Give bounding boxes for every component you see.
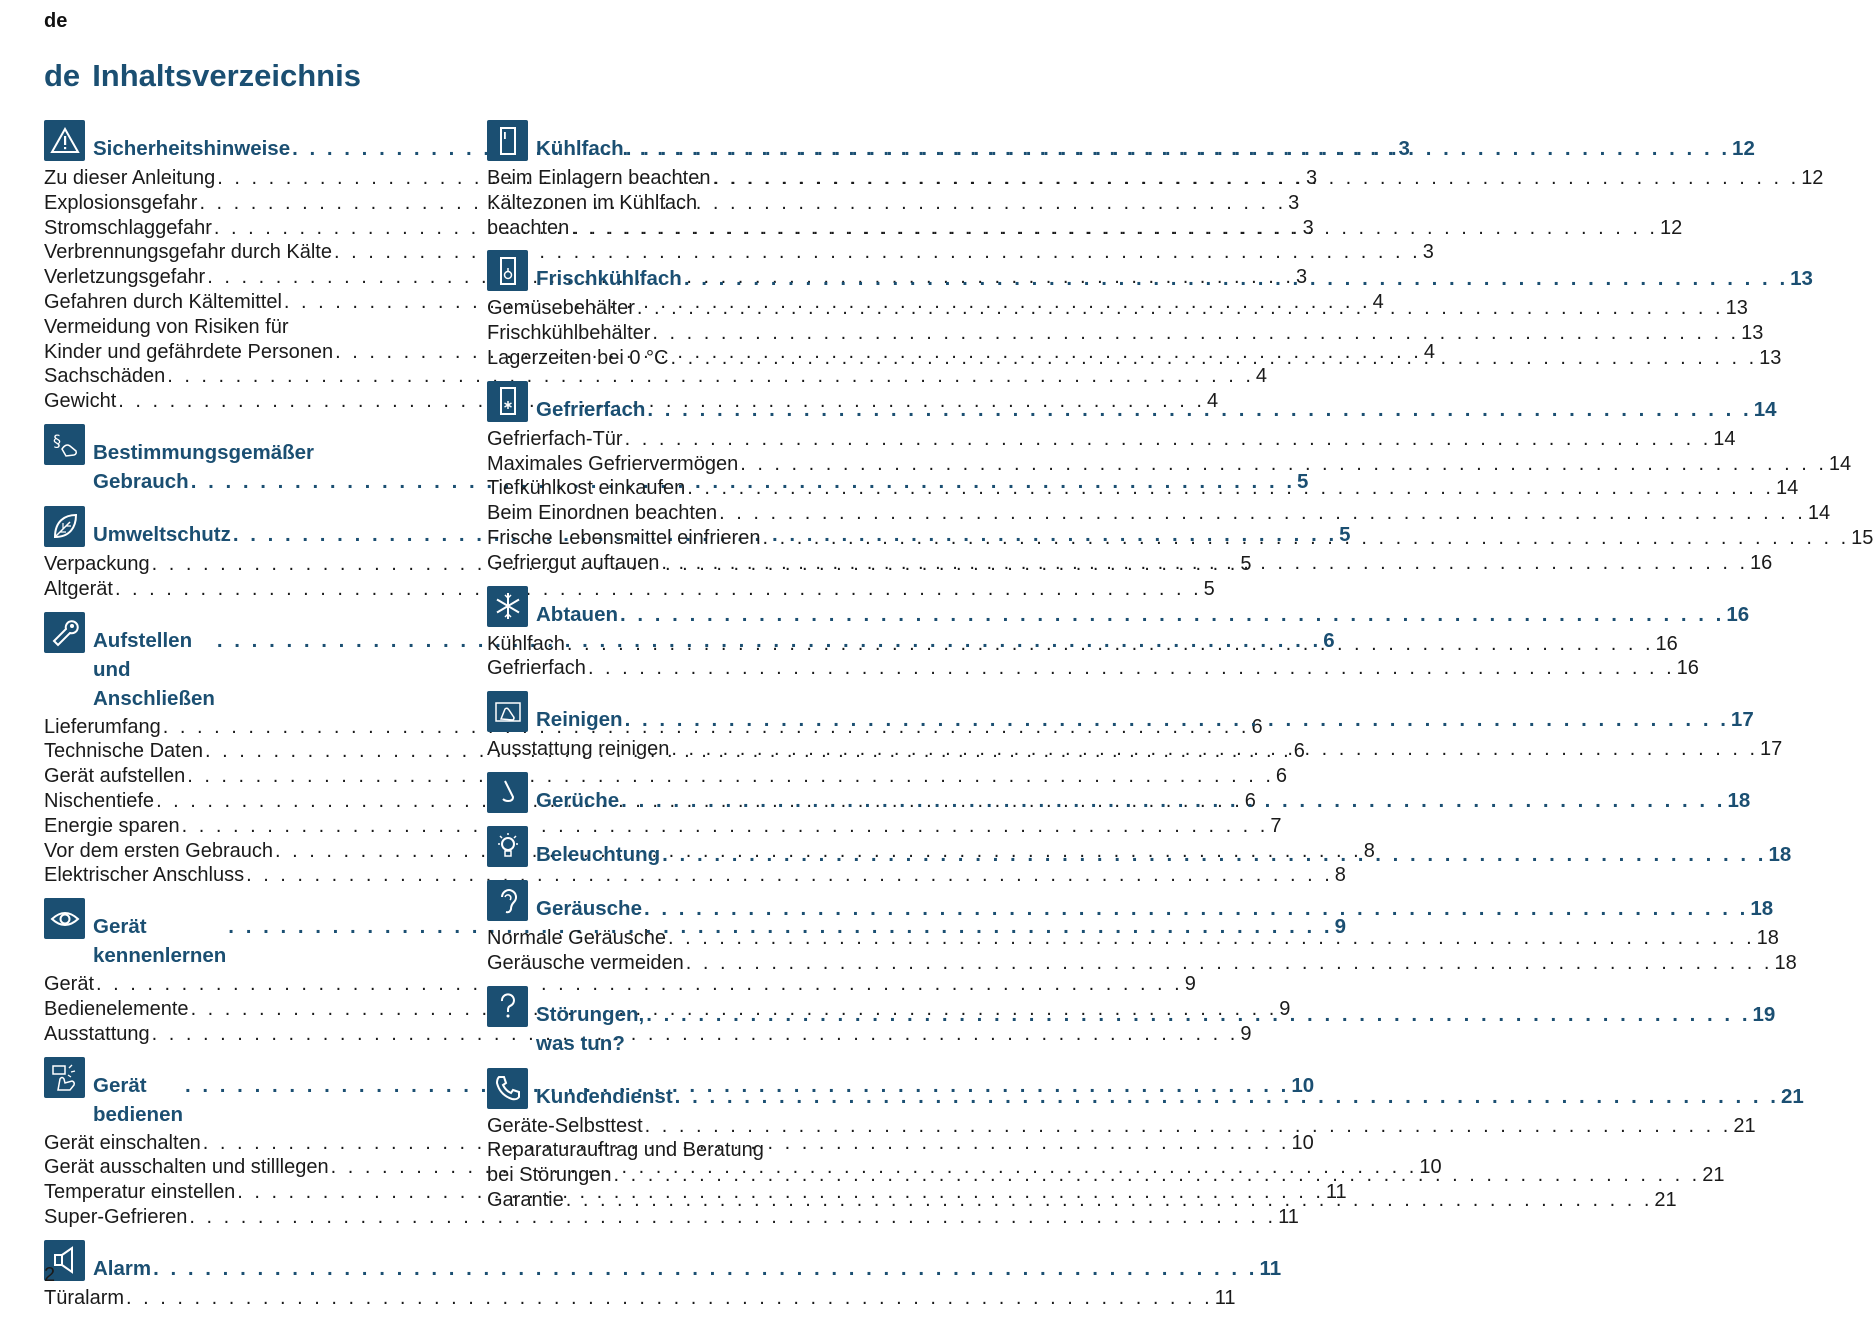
- section-page-number: 18: [1768, 842, 1792, 866]
- section-title[interactable]: [536, 880, 1773, 923]
- entry-page-number: 3: [1295, 266, 1308, 289]
- entry-label: Verbrennungsgefahr durch Kälte: [44, 241, 332, 264]
- section-title-text: Gerüche: [536, 788, 620, 812]
- dot-leader: [645, 1114, 1732, 1139]
- entry-label: Nischentiefe: [44, 789, 155, 812]
- dot-leader: [646, 1000, 1750, 1029]
- title-language: de: [44, 58, 81, 93]
- entry-label: Kühlfach: [487, 632, 565, 655]
- dot-leader: [740, 452, 1827, 477]
- entry-page-number: 16: [1750, 551, 1773, 574]
- toc-entry[interactable]: [44, 364, 1268, 389]
- entry-page-number: 12: [1660, 216, 1683, 239]
- entry-label: Gefrierfach-Tür: [487, 427, 623, 450]
- entry-label: Frischkühlbehälter: [487, 322, 651, 345]
- entry-page-number: 12: [1801, 167, 1824, 189]
- toc-entry[interactable]: [487, 216, 1683, 241]
- entry-label: Geräusche vermeiden: [487, 951, 684, 974]
- toc-entry[interactable]: [487, 296, 1748, 321]
- entry-page-number: 13: [1741, 322, 1764, 345]
- dot-leader: [644, 894, 1748, 923]
- entry-page-number: 5: [1203, 577, 1215, 600]
- entry-label: Frische Lebensmittel einfrieren: [487, 526, 761, 549]
- section-title-text: Bestimmungsgemäßer: [93, 440, 315, 464]
- section-title-line: [536, 894, 1773, 923]
- entry-label: Gewicht: [44, 390, 117, 413]
- section-title[interactable]: [536, 1068, 1804, 1111]
- entry-list: [487, 296, 1782, 370]
- entry-label: Stromschlaggefahr: [44, 216, 212, 239]
- section-title-text: Aufstellen und Anschließen: [93, 628, 215, 710]
- section-title-text: Sicherheitshinweise: [93, 137, 291, 160]
- entry-label: Geräte-Selbsttest: [487, 1114, 643, 1137]
- toc-entry[interactable]: [44, 1286, 1236, 1311]
- entry-page-number: 13: [1725, 297, 1748, 320]
- dot-leader: [652, 321, 1739, 346]
- toc-section[interactable]: [487, 826, 1792, 870]
- toc-entry[interactable]: [487, 476, 1799, 501]
- toc-entry[interactable]: [487, 166, 1824, 191]
- entry-label: Explosionsgefahr: [44, 191, 198, 214]
- hand-control-icon: [44, 1057, 85, 1098]
- toc-entry[interactable]: [44, 972, 1196, 997]
- dot-leader: [620, 600, 1724, 629]
- entry-label: Garantie: [487, 1188, 564, 1211]
- section-page-number: 10: [1291, 1073, 1315, 1097]
- dot-leader: [126, 1286, 1213, 1311]
- entry-label: Tiefkühlkost einkaufen: [487, 477, 686, 500]
- section-title[interactable]: [536, 691, 1754, 734]
- section-title-text: Gebrauch: [93, 469, 189, 493]
- entry-label: Gefrierfach: [487, 657, 586, 680]
- entry-list: [44, 1286, 1236, 1311]
- entry-page-number: 4: [1255, 365, 1268, 388]
- section-title-text: Abtauen: [536, 602, 618, 626]
- entry-page-number: 4: [1372, 290, 1384, 313]
- toc-section[interactable]: [487, 986, 1776, 1058]
- toc-entry[interactable]: [487, 551, 1773, 576]
- section-page-number: 5: [1339, 522, 1351, 546]
- section-page-number: 18: [1750, 896, 1774, 920]
- toc-section[interactable]: [487, 381, 1873, 576]
- fresh-drawer-icon: [487, 250, 528, 291]
- toc-entry[interactable]: [44, 1205, 1299, 1230]
- dot-leader: [626, 134, 1730, 163]
- toc-entry[interactable]: [44, 240, 1434, 265]
- entry-label: Ausstattung: [44, 1022, 150, 1045]
- section-page-number: 16: [1726, 602, 1750, 626]
- section-title[interactable]: [93, 1240, 1281, 1283]
- entry-list: [487, 926, 1797, 976]
- section-heading[interactable]: [487, 772, 1751, 816]
- toc-entry[interactable]: [487, 427, 1736, 452]
- toc-entry[interactable]: [487, 321, 1764, 346]
- section-page-number: 21: [1781, 1084, 1804, 1108]
- dot-leader: [686, 951, 1773, 976]
- dot-leader: [588, 656, 1675, 681]
- dot-leader: [719, 501, 1806, 526]
- entry-label: Elektrischer Anschluss: [44, 864, 245, 887]
- toc-entry[interactable]: [487, 501, 1831, 526]
- entry-label: Lagerzeiten bei 0 °C: [487, 346, 669, 369]
- entry-label: Energie sparen: [44, 814, 180, 837]
- section-title-line: [536, 264, 1813, 293]
- entry-label: Bedienelemente: [44, 997, 189, 1020]
- section-heading[interactable]: [487, 986, 1776, 1058]
- section-page-number: 19: [1752, 1002, 1776, 1026]
- dot-leader: [712, 166, 1799, 191]
- entry-page-number: 9: [1184, 973, 1196, 996]
- entry-page-number: 21: [1702, 1164, 1725, 1187]
- entry-label: Verletzungsgefahr: [44, 266, 206, 289]
- toc-entry[interactable]: [487, 737, 1783, 762]
- ear-icon: [487, 880, 528, 921]
- toc-entry[interactable]: [487, 452, 1852, 477]
- section-title[interactable]: [536, 250, 1813, 293]
- section-page-number: 12: [1732, 137, 1755, 160]
- dot-leader: [614, 1163, 1701, 1188]
- entry-page-number: 18: [1774, 951, 1797, 974]
- toc-entry[interactable]: [487, 632, 1678, 657]
- dot-leader: [621, 786, 1725, 815]
- section-title-text: Kühlfach: [536, 137, 624, 160]
- entry-page-number: 13: [1759, 346, 1782, 369]
- entry-page-number: 11: [1214, 1286, 1236, 1309]
- entry-label: Vor dem ersten Gebrauch: [44, 839, 274, 862]
- toc-entry[interactable]: [44, 997, 1291, 1022]
- section-title-text: Reinigen: [536, 708, 623, 732]
- fridge-icon: [487, 120, 528, 161]
- section-title-line: [536, 1082, 1804, 1111]
- section-title-line: [93, 1254, 1281, 1283]
- phone-icon: [487, 1068, 528, 1109]
- section-title-text: Gefrierfach: [536, 397, 646, 421]
- dot-leader: [566, 1188, 1653, 1213]
- dot-leader: [571, 216, 1658, 241]
- entry-label: Kinder und gefährdete Personen: [44, 340, 334, 363]
- section-title-text: Gerät kennenlernen: [93, 915, 227, 968]
- entry-label: Altgerät: [44, 577, 113, 600]
- section-heading[interactable]: [487, 381, 1777, 425]
- toc-section[interactable]: [44, 1240, 1282, 1311]
- toc-section[interactable]: [487, 880, 1797, 976]
- toc-entry[interactable]: [487, 926, 1779, 951]
- entry-page-number: 17: [1760, 738, 1783, 761]
- section-page-number: 11: [1259, 1256, 1282, 1280]
- nose-icon: [487, 772, 528, 813]
- dot-leader: [671, 737, 1758, 762]
- section-title-text: Beleuchtung: [536, 842, 661, 866]
- toc-entry[interactable]: [487, 1138, 891, 1163]
- entry-page-number: 14: [1775, 477, 1799, 500]
- entry-page-number: 21: [1733, 1114, 1756, 1137]
- toc-section[interactable]: [487, 250, 1813, 370]
- section-heading[interactable]: [487, 586, 1750, 630]
- entry-label: Vermeidung von Risiken für: [44, 315, 289, 338]
- section-heading[interactable]: [487, 880, 1774, 924]
- toc-section[interactable]: [487, 772, 1751, 816]
- toc-entry[interactable]: [487, 951, 1797, 976]
- entry-label: Normale Geräusche: [487, 926, 666, 949]
- toc-entry[interactable]: [487, 526, 1873, 551]
- section-title-line: [536, 840, 1791, 869]
- section-title-line: [536, 786, 1750, 815]
- question-icon: [487, 986, 528, 1027]
- page-title: [44, 58, 361, 94]
- dot-leader: [762, 526, 1849, 551]
- entry-page-number: 6: [1275, 765, 1288, 788]
- entry-page-number: 14: [1713, 427, 1736, 450]
- entry-page-number: 11: [1325, 1181, 1347, 1204]
- entry-page-number: 16: [1676, 657, 1699, 680]
- toc-entry[interactable]: [487, 1114, 1756, 1139]
- section-title[interactable]: [536, 120, 1755, 163]
- entry-page-number: 3: [1302, 216, 1314, 239]
- dot-leader: [661, 551, 1748, 576]
- svg-text:§: §: [52, 431, 61, 451]
- entry-label: Reparaturauftrag und Beratung: [487, 1139, 764, 1162]
- entry-label: Gemüsebehälter: [487, 297, 635, 320]
- entry-list: [487, 166, 1824, 240]
- page-number: 2: [44, 1264, 56, 1286]
- section-heading[interactable]: [487, 826, 1792, 870]
- toc-entry[interactable]: [44, 315, 448, 340]
- entry-label: Beim Einlagern beachten: [487, 167, 711, 189]
- section-title[interactable]: [536, 986, 1775, 1058]
- section-page-number: 13: [1790, 267, 1813, 291]
- section-title-line: [536, 705, 1754, 734]
- entry-label: Verpackung: [44, 552, 150, 575]
- dot-leader: [662, 840, 1766, 869]
- lightbulb-icon: [487, 826, 528, 867]
- entry-list: [487, 632, 1699, 682]
- toc-section[interactable]: [487, 120, 1824, 240]
- dot-leader: [684, 264, 1788, 293]
- entry-label: Gerät aufstellen: [44, 765, 186, 788]
- entry-label: Gerät einschalten: [44, 1131, 201, 1154]
- entry-label: Gerät: [44, 973, 95, 996]
- section-page-number: 17: [1730, 708, 1754, 732]
- entry-page-number: 14: [1807, 502, 1831, 525]
- dot-leader: [647, 395, 1751, 424]
- entry-label: Zu dieser Anleitung: [44, 167, 216, 189]
- entry-page-number: 4: [1423, 340, 1435, 363]
- entry-page-number: 6: [1251, 715, 1263, 738]
- section-heading[interactable]: [487, 250, 1813, 294]
- section-title-line: [536, 1000, 1775, 1058]
- entry-page-number: 18: [1756, 926, 1779, 949]
- entry-label: Kältezonen im Kühlfach: [487, 191, 698, 214]
- entry-label: Gerät ausschalten und stilllegen: [44, 1156, 329, 1179]
- dot-leader: [637, 296, 1724, 321]
- section-title-text: Kundendienst: [536, 1084, 673, 1108]
- section-title-text: Frischkühlfach: [536, 267, 682, 291]
- freezer-icon: [487, 381, 528, 422]
- entry-list: [487, 737, 1783, 762]
- dot-leader: [153, 1254, 1257, 1283]
- toc-entry[interactable]: [44, 814, 1282, 839]
- section-page-number: 5: [1297, 469, 1309, 493]
- section-title[interactable]: [536, 586, 1749, 629]
- entry-page-number: 5: [1240, 552, 1252, 575]
- entry-page-number: 3: [1288, 191, 1300, 214]
- language-tag: de: [44, 10, 68, 32]
- entry-label: bei Störungen: [487, 1164, 612, 1187]
- eye-icon: [44, 898, 85, 939]
- entry-page-number: 8: [1363, 839, 1375, 862]
- section-heading[interactable]: [487, 120, 1755, 164]
- entry-label: Beim Einordnen beachten: [487, 502, 718, 525]
- section-page-number: 18: [1727, 788, 1751, 812]
- dot-leader: [675, 1082, 1779, 1111]
- entry-label: Temperatur einstellen: [44, 1181, 236, 1204]
- section-page-number: 14: [1753, 397, 1777, 421]
- title-text: Inhaltsverzeichnis: [92, 58, 361, 93]
- wrench-icon: [44, 612, 85, 653]
- dot-leader: [567, 632, 1654, 657]
- section-page-number: 6: [1323, 628, 1335, 652]
- entry-page-number: 16: [1655, 632, 1678, 655]
- snowflake-icon: [487, 586, 528, 627]
- entry-label: Maximales Gefriervermögen: [487, 452, 739, 475]
- section-heading[interactable]: [487, 691, 1754, 735]
- toc-entry[interactable]: [44, 577, 1215, 602]
- section-title-line: [536, 134, 1755, 163]
- entry-label: beachten: [487, 216, 570, 239]
- section-page-number: 9: [1334, 915, 1347, 939]
- entry-page-number: 7: [1270, 814, 1282, 837]
- dot-leader: [625, 705, 1729, 734]
- entry-label: Gefriergut auftauen: [487, 551, 660, 574]
- entry-label: Ausstattung reinigen: [487, 738, 670, 761]
- dot-leader: [668, 926, 1755, 951]
- entry-page-number: 10: [1291, 1131, 1314, 1154]
- dot-leader: [625, 427, 1712, 452]
- entry-page-number: 14: [1828, 452, 1852, 475]
- entry-page-number: 11: [1278, 1205, 1299, 1228]
- entry-page-number: 8: [1334, 864, 1346, 887]
- section-title-text: Umweltschutz: [93, 522, 231, 546]
- entry-label: Sachschäden: [44, 365, 166, 388]
- section-title-text: Geräusche: [536, 896, 642, 920]
- entry-page-number: 3: [1305, 167, 1318, 189]
- toc-section[interactable]: [487, 586, 1750, 682]
- section-title-line: [536, 600, 1749, 629]
- entry-label: Super-Gefrieren: [44, 1205, 188, 1228]
- dot-leader: [670, 346, 1757, 371]
- entry-page-number: 9: [1279, 997, 1291, 1020]
- toc-entry[interactable]: [487, 191, 891, 216]
- cleaning-hand-icon: [487, 691, 528, 732]
- section-title-text: Alarm: [93, 1256, 152, 1280]
- entry-label: Lieferumfang: [44, 715, 161, 738]
- warning-icon: [44, 120, 85, 161]
- entry-list: [487, 427, 1873, 576]
- entry-label: Türalarm: [44, 1286, 125, 1309]
- toc-entry[interactable]: [487, 656, 1699, 681]
- entry-page-number: 6: [1293, 740, 1305, 763]
- entry-label: Technische Daten: [44, 740, 203, 763]
- toc-entry[interactable]: [44, 1022, 1252, 1047]
- entry-page-number: 10: [1419, 1156, 1442, 1179]
- toc-entry[interactable]: [44, 764, 1288, 789]
- section-heading[interactable]: [44, 1240, 1282, 1284]
- dot-leader: [687, 476, 1774, 501]
- section-page-number: 3: [1398, 137, 1410, 160]
- entry-page-number: 9: [1240, 1022, 1252, 1045]
- section-title[interactable]: [536, 381, 1777, 424]
- section-title-text: Gerät bedienen: [93, 1073, 183, 1126]
- entry-page-number: 15: [1851, 526, 1873, 549]
- section-title[interactable]: [536, 826, 1791, 869]
- entry-page-number: 3: [1422, 241, 1434, 264]
- section-title[interactable]: [536, 772, 1750, 815]
- entry-page-number: 4: [1206, 390, 1219, 413]
- entry-label: Gefahren durch Kältemittel: [44, 290, 282, 313]
- toc-entry[interactable]: [487, 346, 1782, 371]
- entry-page-number: 6: [1244, 789, 1256, 812]
- paragraph-hand-icon: [44, 424, 85, 465]
- section-title-line: [536, 395, 1777, 424]
- section-title-text: Störungen, was tun?: [536, 1002, 645, 1055]
- entry-page-number: 21: [1654, 1188, 1677, 1211]
- toc-entry[interactable]: [44, 863, 1346, 888]
- toc-section[interactable]: [487, 691, 1783, 762]
- leaf-icon: [44, 506, 85, 547]
